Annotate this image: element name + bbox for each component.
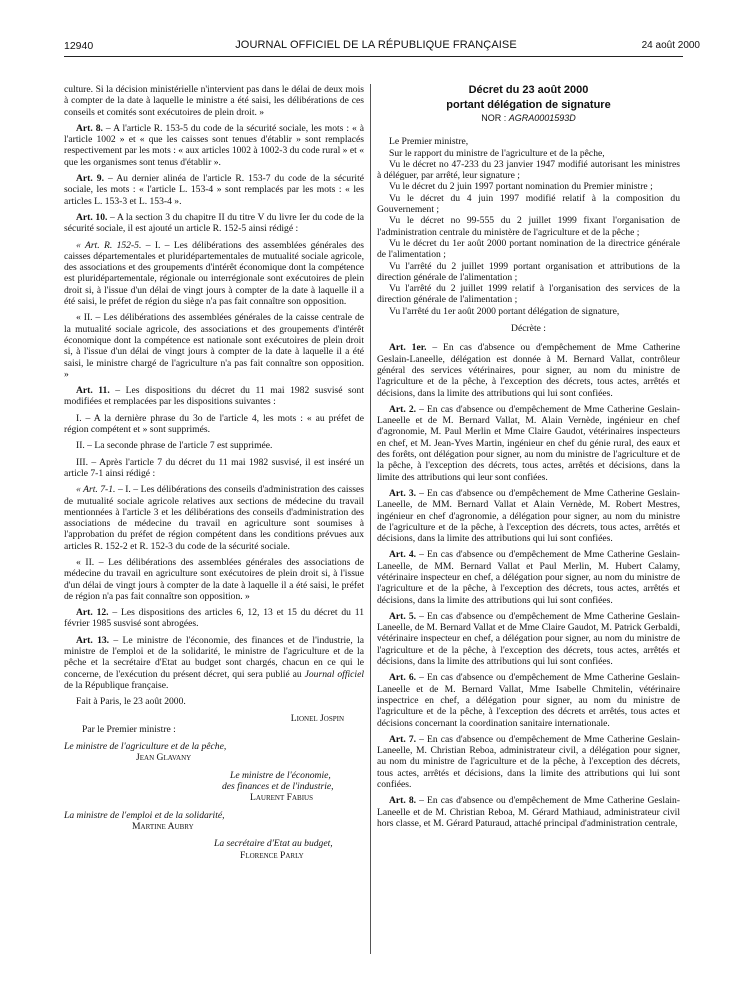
article-label: Art. 12. xyxy=(76,607,109,619)
article-text: – Le ministre de l'économie, des finances et de l'industrie, la ministre de l'emploi et de la solidarité, le ministre de l'agriculture et de la pêche et la secrétaire d'Etat au budget sont chargés, chacun en ce qui le concerne, de l'exécution du présent décret, qui sera publié au xyxy=(64,634,365,680)
article-label: Art. 5. xyxy=(389,610,417,622)
page-header xyxy=(40,8,712,52)
right-column xyxy=(377,84,680,834)
paragraph: III. – Après l'article 7 du décret du 11 mai 1982 susvisé, il est inséré un article 7-1 ainsi rédigé : xyxy=(64,456,364,479)
issue-date: 24 août 2000 xyxy=(641,40,700,51)
article-9 xyxy=(64,173,364,207)
column-divider xyxy=(370,84,371,954)
article-text: – En cas d'absence ou d'empêchement de Mme Catherine Geslain-Laneelle et de M. Bernard Vallat, Mme Isabelle Chmitelin, vétérinaire inspectrice en chef, a délégation pour signer, au nom du ministre de l'agriculture et de la pêche, à l'exception des décrets et arrêtés, tous actes et décisions concernant la coordination sanitaire internationale. xyxy=(377,672,680,729)
page-number: 12940 xyxy=(64,40,94,52)
article-label: Art. 3. xyxy=(389,487,417,499)
article-5 xyxy=(377,611,680,667)
paragraph: culture. Si la décision ministérielle n'intervient pas dans le délai de deux mois à compter de la date à laquelle le ministre a été saisi, les délibérations de ces conseils et comités sont exécutoires de plein droit. » xyxy=(64,84,364,118)
nor-label: NOR : xyxy=(481,113,509,123)
article-text: – En cas d'absence ou d'empêchement de Mme Catherine Geslain-Laneelle, M. Christian Reboa, administrateur civil, a délégation pour signer, au nom du ministre de l'agriculture et de la pêche, à l'exception des décrets, tous actes, arrêtés et décisions, dans la limite des attributions qui lui sont confiées. xyxy=(377,733,680,791)
article-label: Art. 1er. xyxy=(389,342,427,354)
paragraph: Vu l'arrêté du 2 juillet 1999 portant organisation et attributions de la direction générale de l'alimentation ; xyxy=(377,260,680,283)
paragraph: Vu le décret du 1er août 2000 portant nomination de la directrice générale de l'alimentation ; xyxy=(377,237,680,261)
article-label: Art. 13. xyxy=(76,634,110,646)
article-label: « Art. R. 152-5. xyxy=(76,239,142,251)
paragraph: Vu l'arrêté du 1er août 2000 portant délégation de signature, xyxy=(389,305,620,317)
article-label: Art. 2. xyxy=(389,403,417,415)
article-1 xyxy=(377,342,680,398)
secretary-budget-title: La secrétaire d'Etat au budget, xyxy=(214,838,333,850)
paragraph: « II. – Les délibérations des assemblées générales des associations de médecine du travail en agriculture sont exécutoires de plein droit si, à l'issue d'un délai de vingt jours à compter de la date à laquelle il a été saisi, le préfet de région n'a pas fait connaître son opposition. » xyxy=(64,556,364,602)
article-text: – En cas d'absence ou d'empêchement de Mme Catherine Geslain-Laneelle et de M. Christian Reboa, M. Gérard Mathiaud, administrateur civil hors classe, et M. Gérard Paturaud, attaché principal d'administration centrale, xyxy=(377,795,680,829)
article-text: de la République française. xyxy=(64,679,169,691)
minister-employment-title: La ministre de l'emploi et de la solidarité, xyxy=(64,809,225,821)
minister-employment-name: Martine Aubry xyxy=(132,820,194,832)
article-label: Art. 6. xyxy=(389,672,417,684)
paragraph: Vu le décret du 2 juin 1997 portant nomination du Premier ministre ; xyxy=(389,181,653,193)
article-label: Art. 7. xyxy=(389,733,417,745)
minister-economy-name: Laurent Fabius xyxy=(250,792,313,804)
article-label: Art. 10. xyxy=(76,211,108,223)
paragraph: Vu le décret no 99-555 du 2 juillet 1999 fixant l'organisation de l'administration centrale du ministère de l'agriculture et de la pêche ; xyxy=(377,215,680,238)
article-13 xyxy=(64,635,364,691)
article-text: – I. – Les délibérations des conseils d'administration des caisses de mutualité sociale agricole relatives aux sections de médecine du travail mentionnées à l'article 3 et les délibérations des conseils d'administration des associations de médecine du travail en agriculture sont soumises à l'approbation du préfet de région compétent dans les conditions prévues aux articles R. 152-2 et R. 152-3 du code de la sécurité sociale. xyxy=(64,484,364,552)
article-10 xyxy=(64,212,364,235)
journal-title: JOURNAL OFFICIEL DE LA RÉPUBLIQUE FRANÇAISE xyxy=(235,39,517,51)
article-r152-5 xyxy=(64,240,364,308)
article-label: Art. 11. xyxy=(76,385,110,397)
article-label: Art. 8. xyxy=(389,795,417,807)
article-text: – A la section 3 du chapitre II du titre V du livre Ier du code de la sécurité sociale, il est ajouté un article R. 152-5 ainsi rédigé : xyxy=(64,211,364,235)
article-text: – En cas d'absence ou d'empêchement de Mme Catherine Geslain-Laneelle, de M. Bernard Vallat et de Mme Claire Gaudot, M. Patrick Gerbaldi, vétérinaire inspecteur en chef, a délégation pour signer, au nom du ministre de l'agriculture et de la pêche, à l'exception des décrets, tous actes, arrêtés et décisions, dans la limite des attributions qui lui sont confiées. xyxy=(377,610,680,668)
nor-value: AGRA0001593D xyxy=(508,113,576,123)
article-8-right xyxy=(377,795,680,829)
article-text: – En cas d'absence ou d'empêchement de Mme Catherine Geslain-Laneelle, de MM. Bernard Vallat et Paul Merlin, M. Hubert Calamy, vétérinaire inspecteur en chef, a délégation pour signer, au nom du ministre de l'agriculture et de la pêche, à l'exception des décrets, tous actes, arrêtés et décisions, dans la limite des attributions qui lui sont confiées. xyxy=(377,549,680,606)
decree-title: Décret du 23 août 2000 xyxy=(468,84,589,96)
article-text: – Au dernier alinéa de l'article R. 153-7 du code de la sécurité sociale, les mots : « l'article L. 153-4 » sont remplacés par les mots : « les articles L. 153-3 et L. 153-4 ». xyxy=(64,173,364,207)
article-2 xyxy=(377,404,680,483)
minister-agriculture-name: Jean Glavany xyxy=(136,752,192,764)
paragraph: Vu le décret du 4 juin 1997 modifié relatif à la composition du Gouvernement ; xyxy=(377,192,680,216)
paragraph: I. – A la dernière phrase du 3o de l'article 4, les mots : « au préfet de région compétent et » sont supprimés. xyxy=(64,412,364,436)
article-text: – Les dispositions des articles 6, 12, 13 et 15 du décret du 11 février 1985 susvisé sont abrogées. xyxy=(64,607,364,630)
article-text: – A l'article R. 153-5 du code de la sécurité sociale, les mots : « à l'article 1002 » et « que les caisses sont tenues d'établir » sont remplacés respectivement par les mots : « aux articles 1002 à 1002-3 du code rural » et « que les organismes sont tenus d'établir ». xyxy=(64,122,364,168)
article-label: « Art. 7-1. xyxy=(76,484,116,496)
article-text: – I. – Les délibérations des assemblées générales des caisses départementales et pluridépartementales de mutualité sociale agricole, des associations et des groupements d'intérêt économique dont la compétence est pluridépartementale, régionale ou interrégionale sont exécutoires de plein droit si, à l'issue d'un délai de vingt jours à compter de la date à laquelle il a été saisi, le préfet de région du siège n'a pas fait connaître son opposition. xyxy=(64,239,364,308)
paragraph: Vu l'arrêté du 2 juillet 1999 relatif à l'organisation des services de la direction générale de l'alimentation ; xyxy=(377,283,680,306)
minister-agriculture-title: Le ministre de l'agriculture et de la pêche, xyxy=(64,741,227,753)
article-7-1 xyxy=(64,484,364,552)
article-12 xyxy=(64,607,364,630)
article-text: – Les dispositions du décret du 11 mai 1982 susvisé sont modifiées et remplacées par les dispositions suivantes : xyxy=(64,385,365,408)
paragraph: Sur le rapport du ministre de l'agriculture et de la pêche, xyxy=(389,147,605,159)
left-column xyxy=(64,84,364,861)
by-prime-minister: Par le Premier ministre : xyxy=(82,723,176,735)
article-4 xyxy=(377,549,680,605)
article-3 xyxy=(377,488,680,544)
article-text: – En cas d'absence ou d'empêchement de Mme Catherine Geslain-Laneelle, délégation est donnée à M. Bernard Vallat, contrôleur général des services vétérinaires, pour signer, au nom du ministre de l'agriculture et de la pêche, à l'exception des décrets, tous actes, arrêtés et décisions, dans la limite des attributions qui lui sont confiées. xyxy=(377,342,680,399)
journal-name: Journal officiel xyxy=(304,668,364,680)
article-label: Art. 9. xyxy=(76,173,104,185)
article-text: – En cas d'absence ou d'empêchement de Mme Catherine Geslain-Laneelle et de M. Bernard Vallat, M. Alain Vernède, ingénieur en chef d'agronomie, M. Paul Merlin et Mme Claire Gaudot, vétérinaires inspecteurs en chef, et M. Jean-Yves Martin, ingénieur en chef du génie rural, des eaux et des forêts, ont délégation pour signer, au nom du ministre de l'agriculture et de la pêche, à l'exception des décrets, tous actes, arrêtés et décisions, dans la limite des attributions qui leur sont confiées. xyxy=(377,403,680,483)
article-8 xyxy=(64,123,364,168)
article-label: Art. 4. xyxy=(389,549,417,561)
article-7 xyxy=(377,734,680,790)
secretary-budget-name: Florence Parly xyxy=(240,849,304,861)
paragraph: II. – La seconde phrase de l'article 7 est supprimée. xyxy=(76,440,273,452)
header-rule xyxy=(64,56,683,57)
minister-economy-title-1: Le ministre de l'économie, xyxy=(230,769,331,781)
article-11 xyxy=(64,385,364,408)
signature-prime-minister: Lionel Jospin xyxy=(290,712,344,724)
minister-economy-title-2: des finances et de l'industrie, xyxy=(222,781,334,793)
decrete-heading: Décrète : xyxy=(511,323,546,335)
nor-reference xyxy=(377,113,680,124)
article-label: Art. 8. xyxy=(76,122,103,134)
place-date: Fait à Paris, le 23 août 2000. xyxy=(76,696,186,708)
article-text: – En cas d'absence ou d'empêchement de Mme Catherine Geslain-Laneelle, de MM. Bernard Vallat et Alain Vernède, M. Robert Mestres, ingénieur en chef d'agronomie, a délégation pour signer, au nom du ministre de l'agriculture et de la pêche, à l'exception des décrets, tous actes, arrêtés et décisions, dans la limite des attributions qui lui sont confiées. xyxy=(377,487,680,545)
article-6 xyxy=(377,672,680,728)
paragraph: « II. – Les délibérations des assemblées générales de la caisse centrale de la mutualité sociale agricole, des associations et des groupements d'intérêt économique dont la compétence est nationale sont exécutoires de plein droit si, à l'issue d'un délai de vingt jours à compter de la date à laquelle il a été saisi, le ministre chargé de l'agriculture n'a pas fait connaître son opposition. » xyxy=(64,312,364,380)
paragraph: Le Premier ministre, xyxy=(389,136,469,148)
paragraph: Vu le décret no 47-233 du 23 janvier 1947 modifié autorisant les ministres à déléguer, par arrêté, leur signature ; xyxy=(377,158,680,182)
decree-subtitle: portant délégation de signature xyxy=(446,98,611,111)
